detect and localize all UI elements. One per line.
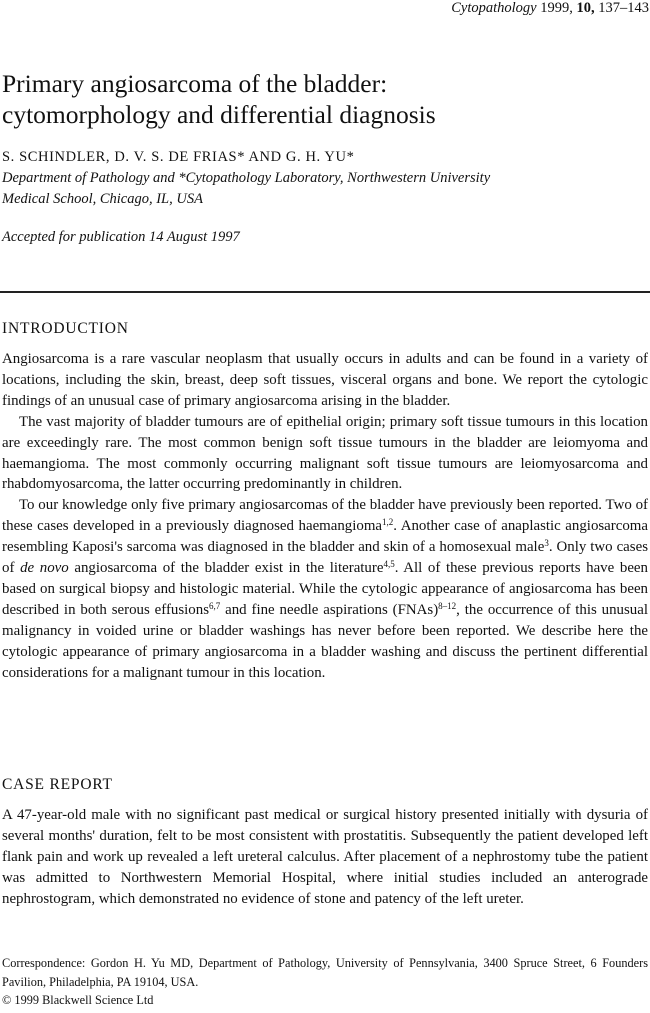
citation-3: 3 xyxy=(544,538,549,549)
p3-text-f: and fine needle aspirations (FNAs) xyxy=(220,601,439,618)
article-title xyxy=(2,68,436,130)
affiliation-line-2: Medical School, Chicago, IL, USA xyxy=(2,191,203,207)
journal-name: Cytopathology xyxy=(451,0,537,16)
citation-1-2: 1,2 xyxy=(382,517,394,528)
accepted-date: Accepted for publication 14 August 1997 xyxy=(2,229,240,245)
introduction-heading: INTRODUCTION xyxy=(2,320,129,337)
intro-paragraph-3 xyxy=(2,495,648,683)
affiliation-line-1: Department of Pathology and *Cytopathology Laboratory, Northwestern University xyxy=(2,170,491,186)
p3-text-a: To our knowledge only five primary angiosarcomas of the bladder have previously been reported. Two of these cases developed in a previously diagnosed haemangioma xyxy=(2,497,648,535)
header-divider xyxy=(0,291,650,293)
copyright-notice: © 1999 Blackwell Science Ltd xyxy=(2,993,154,1007)
case-report-body xyxy=(2,805,648,910)
title-line-1: Primary angiosarcoma of the bladder: xyxy=(2,69,388,98)
citation-8-12: 8–12 xyxy=(438,600,457,611)
case-paragraph-1: A 47-year-old male with no significant past medical or surgical history presented initially with dysuria of several months' duration, felt to be most consistent with prostatitis. Subsequently the patient developed left flank pain and work up revealed a left ureteral calculus. After placement of a nephrostomy tube the patient was admitted to Northwestern Memorial Hospital, where initial studies included an anterograde nephrostogram, which demonstrated no evidence of stone and patency of the left ureter. xyxy=(2,807,648,907)
p3-italic-de-novo: de novo xyxy=(20,560,69,577)
intro-paragraph-1: Angiosarcoma is a rare vascular neoplasm that usually occurs in adults and can be found in a variety of locations, including the skin, breast, deep soft tissues, visceral organs and bone. We report the cytologic findings of an unusual case of primary angiosarcoma arising in the bladder. xyxy=(2,351,648,409)
p3-text-g: , the occurrence of this unusual malignancy in voided urine or bladder washings has never before been reported. We describe here the cytologic appearance of primary angiosarcoma in a bladder washing and discuss the pertinent differential considerations for a malignant tumour in this location. xyxy=(2,601,648,681)
affiliation xyxy=(2,168,642,210)
title-line-2: cytomorphology and differential diagnosis xyxy=(2,100,436,129)
citation-4-5: 4,5 xyxy=(383,559,395,570)
p3-text-e: . All of these previous reports have been based on surgical biopsy and histologic material. While the cytologic appearance of angiosarcoma has been described in both serous effusions xyxy=(2,560,648,618)
author-list: S. SCHINDLER, D. V. S. DE FRIAS* AND G. H. YU* xyxy=(2,149,355,165)
journal-pages: 137–143 xyxy=(598,0,649,16)
journal-volume: 10, xyxy=(576,0,595,16)
introduction-body xyxy=(2,349,648,684)
journal-year: 1999, xyxy=(540,0,573,16)
case-report-heading: CASE REPORT xyxy=(2,776,113,793)
p3-text-d: angiosarcoma of the bladder exist in the literature xyxy=(68,560,384,577)
p3-text-c: . Only two cases of xyxy=(2,539,648,577)
correspondence-note: Correspondence: Gordon H. Yu MD, Department of Pathology, University of Pennsylvania, 3400 Spruce Street, 6 Founders Pavilion, Philadelphia, PA 19104, USA. xyxy=(2,956,648,989)
running-header xyxy=(451,0,649,17)
intro-paragraph-2: The vast majority of bladder tumours are of epithelial origin; primary soft tissue tumours in this location are exceedingly rare. The most common benign soft tissue tumours in the bladder are leiomyoma and haemangioma. The most commonly occurring malignant soft tissue tumours are leiomyosarcoma and rhabdomyosarcoma, the latter occurring predominantly in children. xyxy=(2,413,648,493)
citation-6-7: 6,7 xyxy=(209,600,221,611)
p3-text-b: . Another case of anaplastic angiosarcoma resembling Kaposi's sarcoma was diagnosed in the bladder and skin of a homosexual male xyxy=(2,518,648,556)
